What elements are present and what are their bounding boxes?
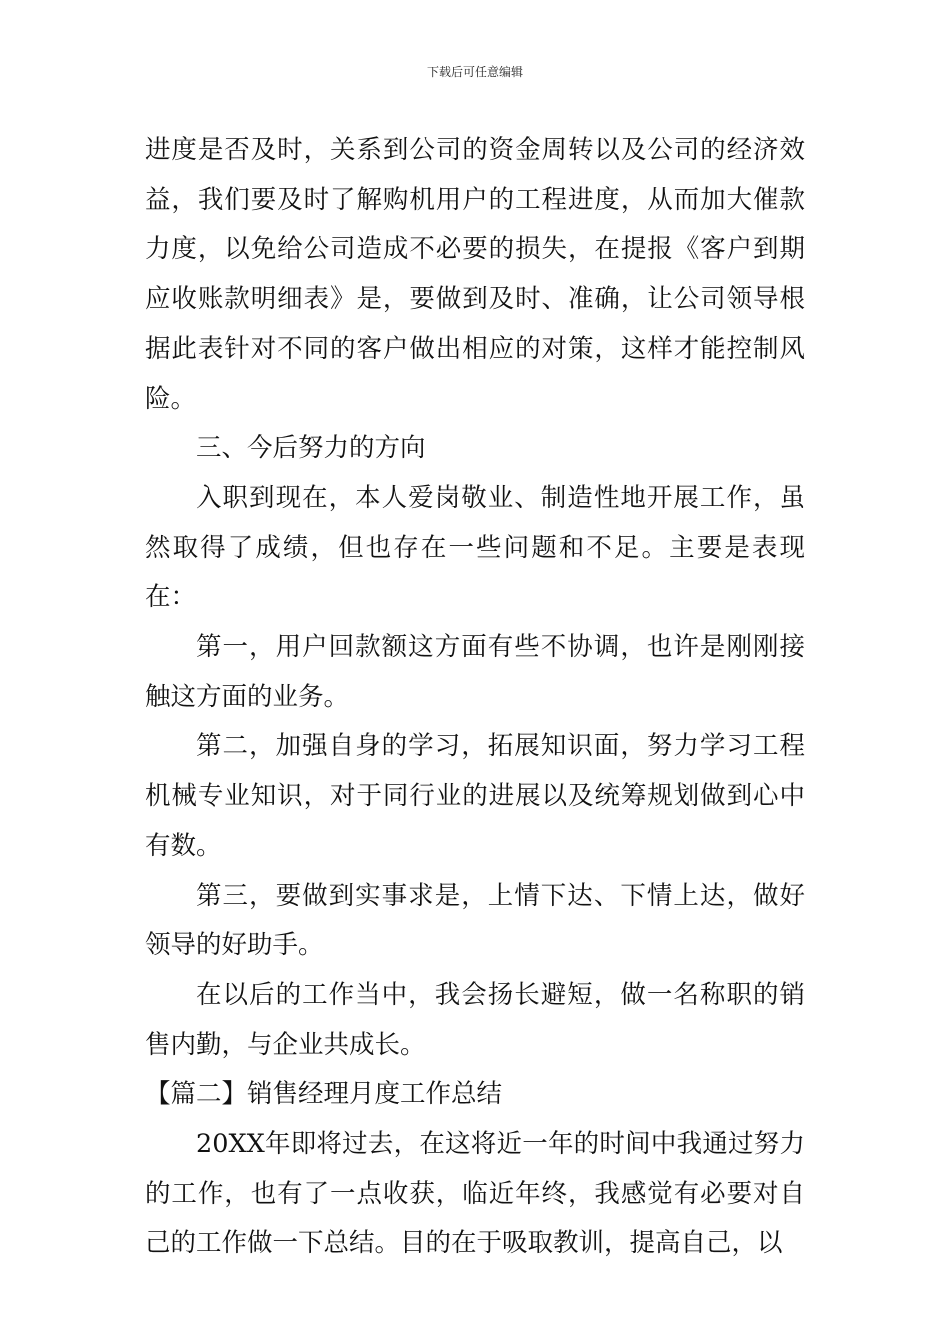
paragraph: 第三，要做到实事求是，上情下达、下情上达，做好领导的好助手。 — [145, 880, 805, 961]
paragraph: 在以后的工作当中，我会扬长避短，做一名称职的销售内勤，与企业共成长。 — [145, 979, 805, 1060]
paragraph: 入职到现在，本人爱岗敬业、制造性地开展工作，虽然取得了成绩，但也存在一些问题和不足。主要是表现在： — [145, 482, 805, 613]
article-title: 【篇二】销售经理月度工作总结 — [145, 1079, 503, 1110]
document-body — [145, 126, 805, 1269]
paragraph: 第一，用户回款额这方面有些不协调，也许是刚刚接触这方面的业务。 — [145, 632, 805, 712]
section-heading: 三、今后努力的方向 — [196, 433, 426, 464]
page-header: 下载后可任意编辑 — [426, 65, 523, 79]
paragraph: 第二，加强自身的学习，拓展知识面，努力学习工程机械专业知识，对于同行业的进展以及统筹规划做到心中有数。 — [145, 731, 805, 861]
paragraph: 20XX年即将过去，在这将近一年的时间中我通过努力的工作，也有了一点收获，临近年终，我感觉有必要对自己的工作做一下总结。目的在于吸取教训，提高自己，以 — [145, 1129, 805, 1259]
paragraph-continuation: 进度是否及时，关系到公司的资金周转以及公司的经济效益，我们要及时了解购机用户的工程进度，从而加大催款力度，以免给公司造成不必要的损失，在提报《客户到期应收账款明细表》是，要做到及时、准确，让公司领导根据此表针对不同的客户做出相应的对策，这样才能控制风险。 — [145, 135, 805, 414]
